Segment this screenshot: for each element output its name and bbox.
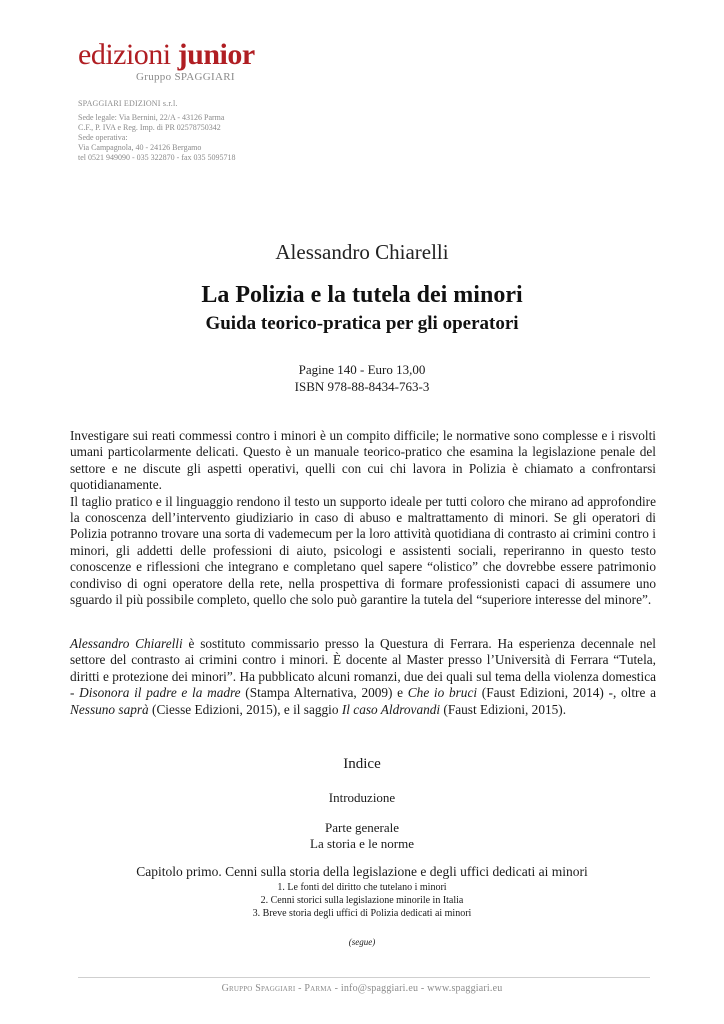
footer-separator: - <box>420 983 428 994</box>
footer-separator: - <box>298 983 305 994</box>
index-sections <box>0 881 724 920</box>
footer-email[interactable]: info@spaggiari.eu <box>340 983 419 994</box>
bio-text: (Stampa Alternativa, 2009) e <box>240 685 408 701</box>
company-operational-label: Sede operativa: <box>78 133 128 142</box>
index-title: Indice <box>343 756 381 772</box>
bio-text: (Faust Edizioni, 2015). <box>440 701 567 717</box>
company-legal-seat: Sede legale: Via Bernini, 22/A - 43126 Parma <box>78 113 225 122</box>
book-subtitle: Guida teorico-pratica per gli operatori <box>205 313 519 334</box>
bio-text: è sostituto commissario presso la Questura di Ferrara. Ha esperienza decennale nel settore del contrasto ai crimini contro i minori. È docente al Master presso l’Università di Ferrara “Tutela, diritti e protezione dei minori”. Ha pubblicato alcuni romanzi, due dei quali sul tema della violenza domestica - <box>70 636 656 701</box>
author-bio <box>70 636 656 718</box>
book-description <box>70 428 656 608</box>
index-part <box>0 820 724 852</box>
publisher-logo <box>78 40 255 83</box>
description-paragraph-1: Investigare sui reati commessi contro i minori è un compito difficile; le normative sono complesse e i risvolti umani particolarmente delicati. Questo è un manuale teorico-pratico che esamina la legislazione penale del settore e ne discute gli aspetti operativi, quelli con cui chi lavora in Polizia è chiamato a confrontarsi quotidianamente. <box>70 428 656 493</box>
footer-group: Gruppo Spaggiari <box>221 983 296 994</box>
index-section: 3. Breve storia degli uffici di Polizia dedicati ai minori <box>252 908 472 919</box>
index-chapter: Capitolo primo. Cenni sulla storia della legislazione e degli uffici dedicati ai minori <box>136 864 588 879</box>
continued-note: (segue) <box>348 937 376 947</box>
index-part-title: Parte generale <box>325 820 399 835</box>
company-tax-info: C.F., P. IVA e Reg. Imp. di PR 02578750342 <box>78 123 221 132</box>
index-part-subtitle: La storia e le norme <box>310 836 414 851</box>
bio-paragraph <box>70 636 656 718</box>
company-contacts: tel 0521 949090 - 035 322870 - fax 035 5095718 <box>78 153 236 162</box>
logo-group: Gruppo SPAGGIARI <box>136 71 235 83</box>
book-isbn: ISBN 978-88-8434-763-3 <box>294 379 430 394</box>
page-footer <box>0 983 724 994</box>
index-introduction: Introduzione <box>328 790 396 805</box>
description-paragraph-2: Il taglio pratico e il linguaggio rendono il testo un supporto ideale per tutti coloro che mirano ad approfondire la conoscenza dell’intervento giudiziario in caso di abuso e maltrattamento di minori. Se gli operatori di Polizia potranno trovare una sorta di vademecum per la loro attività quotidiana di contrasto ai crimini contro i minori, gli addetti delle professioni di aiuto, psicologi e assistenti sociali, reperiranno in questo testo conoscenze e riflessioni che integrano e completano quel sapere “olistico” che dovrebbe essere patrimonio condiviso di ogni operatore della rete, nella prospettiva di formare professionisti capaci di assumere uno sguardo il più possibile completo, quello che solo può garantire la tutela del “superiore interesse del minore”. <box>70 493 656 608</box>
bio-book-title: Il caso Aldrovandi <box>341 701 441 717</box>
footer-separator: - <box>334 983 341 994</box>
bio-author-name: Alessandro Chiarelli <box>70 636 183 651</box>
book-title: La Polizia e la tutela dei minori <box>201 282 523 308</box>
book-pages-price: Pagine 140 - Euro 13,00 <box>298 362 426 377</box>
footer-website[interactable]: www.spaggiari.eu <box>427 983 503 994</box>
bio-text: (Faust Edizioni, 2014) -, oltre a <box>477 685 656 701</box>
book-details <box>0 361 724 395</box>
company-name: SPAGGIARI EDIZIONI s.r.l. <box>78 99 178 108</box>
book-author: Alessandro Chiarelli <box>275 240 449 264</box>
company-info <box>78 99 378 163</box>
logo-wordmark <box>78 40 255 70</box>
bio-book-title: Che io bruci <box>407 685 478 701</box>
company-operational-address: Via Campagnola, 40 - 24126 Bergamo <box>78 143 202 152</box>
footer-city: Parma <box>304 983 332 994</box>
footer-divider <box>78 977 650 978</box>
index-section: 1. Le fonti del diritto che tutelano i minori <box>277 882 447 893</box>
logo-brand-secondary: junior <box>177 38 255 71</box>
bio-book-title: Nessuno saprà <box>70 701 149 717</box>
index-section: 2. Cenni storici sulla legislazione minorile in Italia <box>260 895 464 906</box>
logo-brand-primary: edizioni <box>78 38 171 71</box>
bio-text: (Ciesse Edizioni, 2015), e il saggio <box>148 701 342 717</box>
bio-book-title: Disonora il padre e la madre <box>79 685 241 701</box>
